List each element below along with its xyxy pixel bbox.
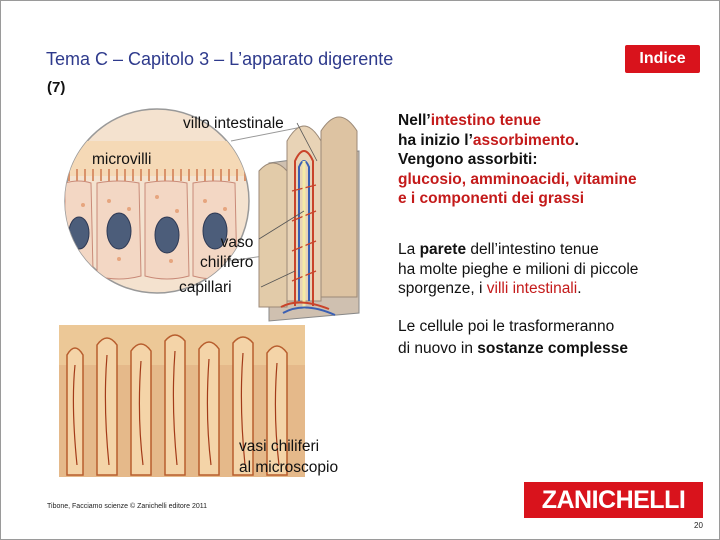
absorption-line4: glucosio, amminoacidi, vitamine: [398, 170, 637, 188]
absorption-line2-a: ha inizio l’: [398, 131, 473, 149]
vaso-label-line1: vaso: [220, 234, 254, 251]
vasi-label-line2: al microscopio: [239, 459, 339, 476]
vaso-label: [200, 233, 253, 273]
absorption-line2-b: assorbimento: [472, 131, 575, 149]
wall-line1-c: dell’intestino tenue: [466, 241, 599, 258]
absorption-line1-a: Nell’: [398, 112, 431, 129]
wall-line1-b: parete: [419, 241, 467, 258]
vaso-label-line2: chilifero: [200, 254, 254, 271]
transform-paragraph: [398, 316, 628, 360]
slide-title: Tema C – Capitolo 3 – L’apparato digerente: [46, 49, 394, 69]
absorption-line5: e i componenti dei grassi: [398, 190, 585, 207]
absorption-line2: [398, 131, 637, 151]
vasi-chiliferi-label: [239, 436, 338, 478]
wall-line3-c: .: [577, 280, 582, 297]
page-number: 20: [694, 521, 703, 530]
footer-credit: Tibone, Facciamo scienze © Zanichelli editore 2011: [47, 503, 208, 510]
absorption-line1: [398, 111, 637, 131]
publisher-logo: ZANICHELLI: [524, 482, 703, 518]
transform-line2: [398, 338, 628, 360]
wall-line1: [398, 240, 638, 260]
vasi-label-line1: vasi chiliferi: [239, 438, 320, 455]
index-button[interactable]: Indice: [625, 45, 700, 73]
capillari-label: capillari: [179, 279, 232, 296]
slide-subtitle: (7): [47, 79, 66, 96]
wall-line3-a: sporgenze, i: [398, 280, 487, 297]
transform-line1: Le cellule poi le trasformeranno: [398, 318, 615, 335]
absorption-line2-c: .: [574, 131, 579, 149]
absorption-line1-b: intestino tenue: [430, 112, 541, 129]
wall-line1-a: La: [398, 241, 420, 258]
wall-paragraph: [398, 240, 638, 299]
villo-label: villo intestinale: [183, 115, 284, 132]
transform-line2-a: di nuovo in: [398, 340, 478, 357]
absorption-paragraph: [398, 111, 637, 209]
wall-line3: [398, 279, 638, 299]
wall-line2: ha molte pieghe e milioni di piccole: [398, 260, 639, 278]
absorption-line3: Vengono assorbiti:: [398, 151, 538, 168]
transform-line2-b: sostanze complesse: [477, 340, 629, 357]
microvilli-label: microvilli: [92, 151, 152, 168]
wall-line3-b: villi intestinali: [486, 280, 578, 297]
